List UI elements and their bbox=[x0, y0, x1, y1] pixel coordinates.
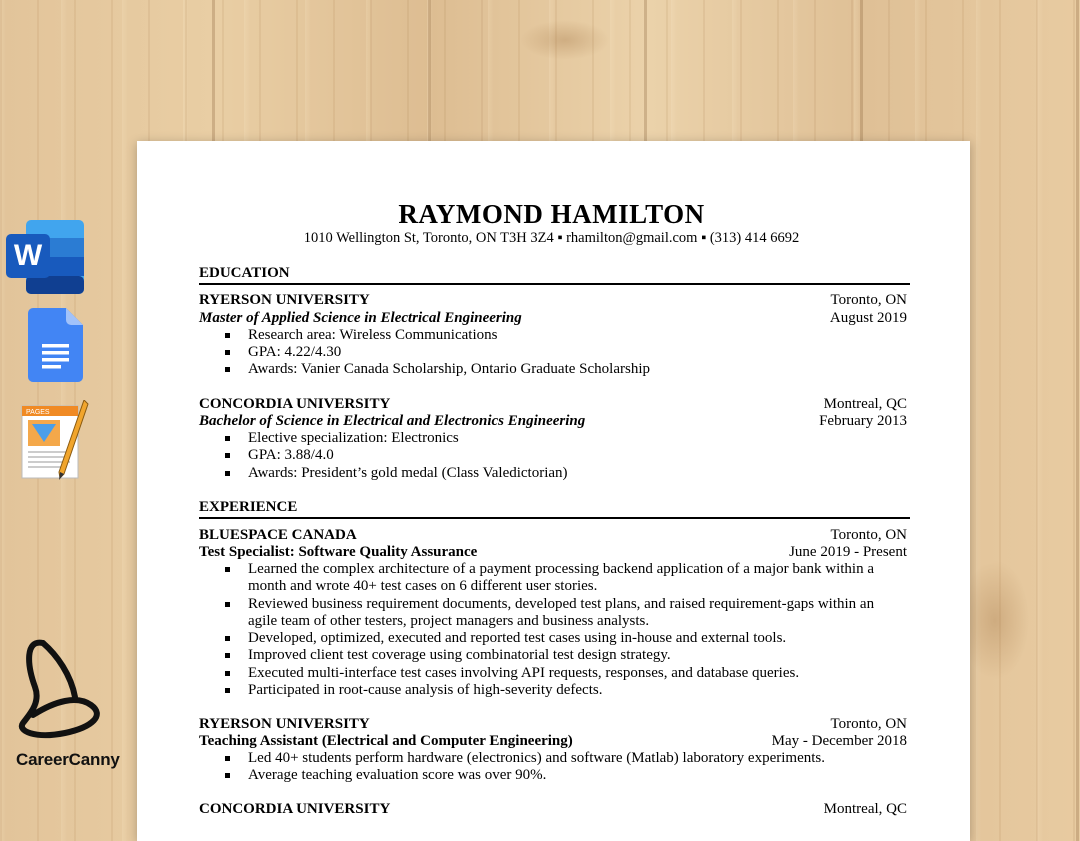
education-entry-header bbox=[199, 396, 907, 413]
job-title: Teaching Assistant (Electrical and Computer Engineering) bbox=[199, 733, 573, 749]
company-name: BLUESPACE CANADA bbox=[199, 526, 357, 543]
list-item: Executed multi-interface test cases involving API requests, responses, and database queries. bbox=[224, 665, 884, 682]
apple-pages-icon bbox=[20, 400, 90, 482]
education-bullets bbox=[224, 430, 884, 482]
school-name: RYERSON UNIVERSITY bbox=[199, 292, 370, 308]
experience-bullets bbox=[224, 750, 884, 785]
list-item: Awards: President’s gold medal (Class Valedictorian) bbox=[224, 465, 884, 482]
company-location: Montreal, QC bbox=[823, 801, 907, 817]
careercanny-logo-icon bbox=[15, 635, 115, 740]
list-item: Elective specialization: Electronics bbox=[224, 430, 884, 447]
school-location: Montreal, QC bbox=[823, 395, 907, 412]
list-item: Research area: Wireless Communications bbox=[224, 327, 884, 344]
contact-line: 1010 Wellington St, Toronto, ON T3H 3Z4 ▪ rhamilton@gmail.com ▪ (313) 414 6692 bbox=[303, 230, 800, 246]
experience-entry-title bbox=[199, 733, 907, 750]
resume-paper bbox=[137, 141, 970, 841]
experience-entry-header bbox=[199, 716, 907, 733]
degree: Bachelor of Science in Electrical and Electronics Engineering bbox=[199, 413, 586, 429]
school-name: CONCORDIA UNIVERSITY bbox=[199, 395, 391, 412]
list-item: Reviewed business requirement documents, developed test plans, and raised requirement-gaps within an agile team of other testers, project managers and business analysts. bbox=[224, 596, 884, 631]
experience-bullets bbox=[224, 561, 884, 699]
list-item: Improved client test coverage using combinatorial test design strategy. bbox=[224, 647, 884, 664]
svg-text:PAGES: PAGES bbox=[26, 409, 50, 416]
company-location: Toronto, ON bbox=[830, 526, 907, 543]
experience-entry-header bbox=[199, 527, 907, 544]
list-item: Learned the complex architecture of a payment processing backend application of a major bank within a month and wrote 40+ test cases on 6 different user stories. bbox=[224, 561, 884, 596]
job-date: June 2019 - Present bbox=[789, 543, 907, 560]
company-name: CONCORDIA UNIVERSITY bbox=[199, 801, 391, 817]
education-heading: EDUCATION bbox=[199, 265, 910, 285]
wood-knot bbox=[520, 20, 610, 60]
list-item: Participated in root-cause analysis of high-severity defects. bbox=[224, 682, 884, 699]
experience-heading: EXPERIENCE bbox=[199, 499, 910, 519]
list-item: Awards: Vanier Canada Scholarship, Ontario Graduate Scholarship bbox=[224, 361, 884, 378]
degree-date: August 2019 bbox=[829, 309, 907, 326]
list-item: Average teaching evaluation score was over 90%. bbox=[224, 767, 884, 784]
job-date: May - December 2018 bbox=[771, 733, 907, 749]
svg-text:W: W bbox=[13, 239, 43, 272]
school-location: Toronto, ON bbox=[830, 292, 907, 308]
list-item: GPA: 4.22/4.30 bbox=[224, 344, 884, 361]
list-item: GPA: 3.88/4.0 bbox=[224, 447, 884, 464]
education-entry-degree bbox=[199, 310, 907, 327]
google-docs-icon bbox=[28, 308, 83, 382]
education-entry-header bbox=[199, 292, 907, 309]
job-title: Test Specialist: Software Quality Assurance bbox=[199, 543, 478, 560]
candidate-name: RAYMOND HAMILTON bbox=[398, 199, 705, 229]
microsoft-word-icon bbox=[6, 220, 84, 294]
company-location: Toronto, ON bbox=[830, 715, 907, 732]
wood-knot bbox=[960, 560, 1030, 680]
degree-date: February 2013 bbox=[819, 413, 907, 429]
education-bullets bbox=[224, 327, 884, 379]
careercanny-logo-text: CareerCanny bbox=[16, 750, 120, 769]
company-name: RYERSON UNIVERSITY bbox=[199, 715, 370, 732]
list-item: Led 40+ students perform hardware (electronics) and software (Matlab) laboratory experiments. bbox=[224, 750, 884, 767]
experience-entry-title bbox=[199, 544, 907, 561]
degree: Master of Applied Science in Electrical Engineering bbox=[199, 309, 522, 326]
list-item: Developed, optimized, executed and reported test cases using in-house and external tools. bbox=[224, 630, 884, 647]
education-entry-degree bbox=[199, 413, 907, 430]
